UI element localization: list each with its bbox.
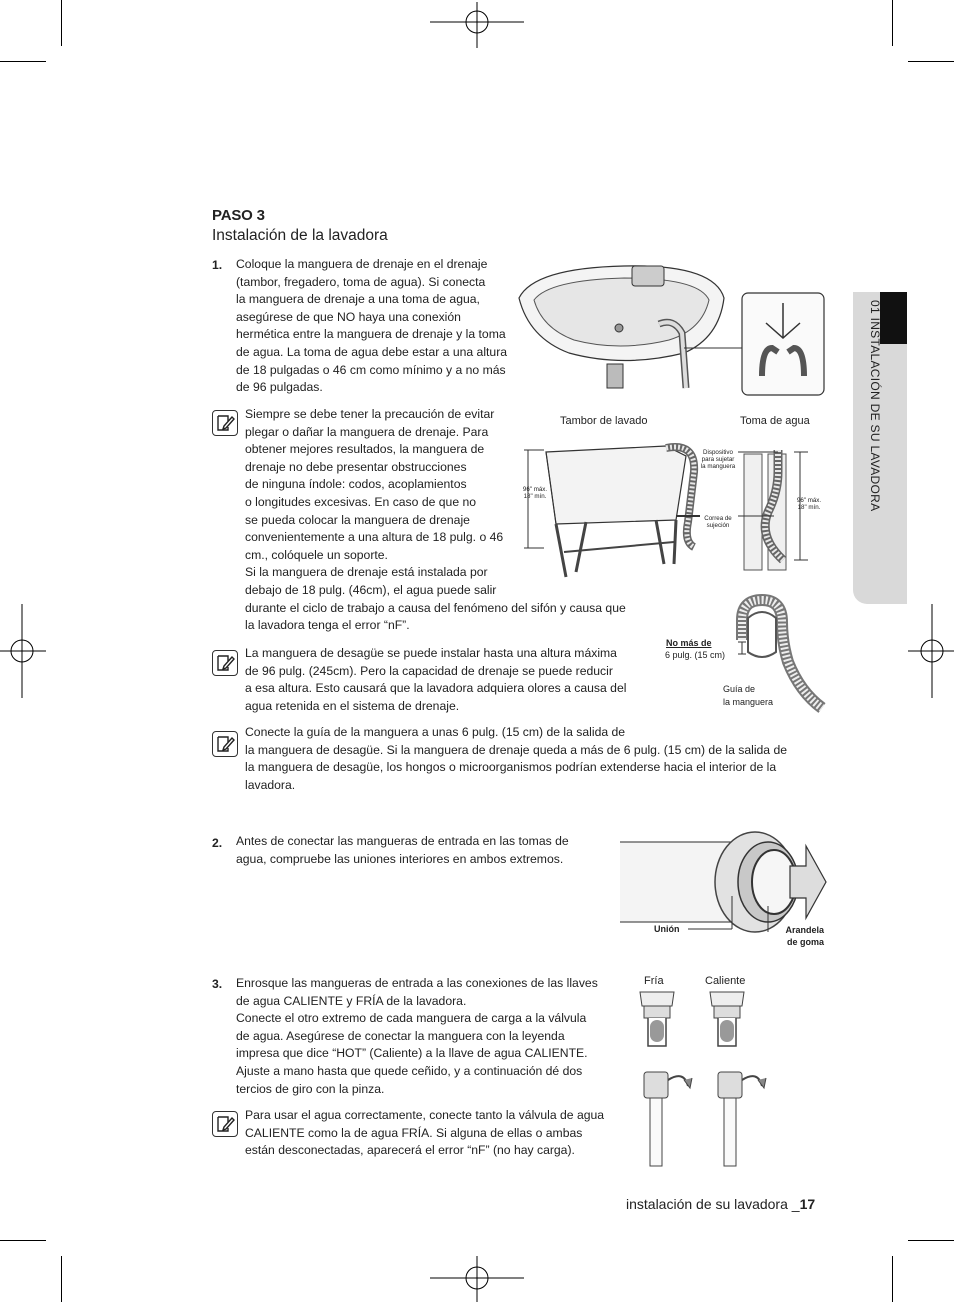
text-line: lavadora. <box>245 777 296 792</box>
text-line: plegar o dañar la manguera de drenaje. Para <box>245 424 489 439</box>
max-distance-label: No más de <box>666 638 712 648</box>
step1-text <box>236 256 526 397</box>
label-line: Guía de <box>723 684 756 694</box>
text-line: la manguera de desagüe, los hongos o microorganismos podrían extenderse hacia el interior de la <box>245 760 777 775</box>
note-icon <box>212 1111 238 1137</box>
section-title: Instalación de la lavadora <box>212 227 388 244</box>
label-line: Arandela <box>785 925 824 935</box>
text-line: Conecte la guía de la manguera a unas 6 pulg. (15 cm) de la salida de <box>245 725 626 739</box>
height-min: 18" mín. <box>797 504 821 511</box>
label-line: sujeción <box>706 522 730 529</box>
text-line: de 96 pulg. (245cm). Pero la capacidad de drenaje se puede reducir <box>245 663 613 678</box>
note-icon <box>212 650 238 676</box>
step3-number: 3. <box>212 977 223 991</box>
text-line: asegúrese de que NO haya una conexión <box>236 309 461 324</box>
page-number: 17 <box>799 1196 816 1212</box>
page-footer <box>626 1196 815 1212</box>
label-line: la manguera <box>700 463 736 470</box>
text-line: están desconectadas, aparecerá el error “nF” (no hay carga). <box>245 1143 575 1158</box>
text-line: de agua. La toma de agua debe estar a una altura <box>236 344 508 359</box>
registration-mark-right <box>908 604 954 698</box>
text-line: de 18 pulgadas o 46 cm como mínimo y a no más <box>236 362 506 377</box>
label-line: Dispositivo <box>703 449 733 456</box>
text-line: cm., colóquele un soporte. <box>245 547 388 562</box>
step2-number: 2. <box>212 836 223 850</box>
note2-text <box>245 645 655 715</box>
text-line: Coloque la manguera de drenaje en el drenaje <box>236 257 488 271</box>
chapter-tab-label: 01 INSTALACIÓN DE SU LAVADORA <box>868 300 882 512</box>
step3-text <box>236 975 636 1098</box>
strap-label <box>698 515 738 529</box>
step2-text <box>236 833 616 868</box>
text-line: de agua. Asegúrese de conectar la manguera con la leyenda <box>236 1028 565 1043</box>
note3-text <box>245 724 825 794</box>
text-line: Ajuste a mano hasta que quede ceñido, y a continuación dé dos <box>236 1063 583 1078</box>
hose-guide-label <box>723 683 773 709</box>
height-min: 18" mín. <box>523 493 547 500</box>
text-line: se pueda colocar la manguera de drenaje <box>245 512 470 527</box>
note-icon <box>212 410 238 436</box>
cold-label: Fría <box>644 975 664 987</box>
footer-text: instalación de su lavadora _ <box>626 1196 800 1212</box>
holder-label <box>698 449 738 470</box>
text-line: o longitudes excesivas. En caso de que no <box>245 494 477 509</box>
step1-number: 1. <box>212 258 223 272</box>
registration-mark-left <box>0 604 46 698</box>
text-line: tercios de giro con la pinza. <box>236 1081 385 1096</box>
union-label: Unión <box>654 924 680 934</box>
label-line: Correa de <box>704 515 732 522</box>
text-line: de ninguna índole: codos, acoplamientos <box>245 477 467 492</box>
text-line: obtener mejores resultados, la manguera de <box>245 442 485 457</box>
registration-mark-bottom <box>430 1256 524 1302</box>
text-line: Siempre se debe tener la precaución de evitar <box>245 407 495 421</box>
text-line: agua, compruebe las uniones interiores en ambos extremos. <box>236 851 564 866</box>
text-line: durante el ciclo de trabajo a causa del fenómeno del sifón y causa que <box>245 600 626 615</box>
text-line: impresa que dice “HOT” (Caliente) a la llave de agua CALIENTE. <box>236 1046 588 1061</box>
rubber-washer-label <box>780 924 824 948</box>
text-line: Para usar el agua correctamente, conecte tanto la válvula de agua <box>245 1108 605 1122</box>
text-line: hermética entre la manguera de drenaje y la toma <box>236 327 506 342</box>
text-line: convenientemente a una altura de 18 pulg. o 46 <box>245 530 504 545</box>
valves-illustration <box>632 990 770 1170</box>
text-line: debajo de 18 pulg. (46cm), el agua puede salir <box>245 582 497 597</box>
text-line: de agua CALIENTE y FRÍA de la lavadora. <box>236 993 467 1008</box>
text-line: de 96 pulgadas. <box>236 380 323 395</box>
registration-mark-top <box>430 2 524 48</box>
tub-label: Tambor de lavado <box>560 415 648 427</box>
chapter-tab-marker <box>880 292 907 344</box>
text-line: la manguera de drenaje a una toma de agua, <box>236 292 480 307</box>
height-max: 96" máx. <box>796 497 822 504</box>
tub-height-label <box>520 486 550 500</box>
text-line: CALIENTE como la de agua FRÍA. Si alguna de ellas o ambas <box>245 1125 583 1140</box>
text-line: agua retenida en el sistema de drenaje. <box>245 698 460 713</box>
text-line: la lavadora tenga el error “nF”. <box>245 618 410 633</box>
label-line: de goma <box>786 937 824 947</box>
height-max: 96" máx. <box>522 486 548 493</box>
text-line: La manguera de desagüe se puede instalar hasta una altura máxima <box>245 646 617 660</box>
step-heading: PASO 3 <box>212 207 265 224</box>
text-line: Si la manguera de drenaje está instalada por <box>245 565 488 580</box>
note4-text <box>245 1107 635 1160</box>
label-line: para sujetar <box>701 456 735 463</box>
tub-illustration <box>516 432 706 582</box>
text-line: la manguera de desagüe. Si la manguera de drenaje queda a más de 6 pulg. (15 cm) de la salida de <box>245 742 788 757</box>
text-line: (tambor, fregadero, toma de agua). Si conecta <box>236 274 486 289</box>
hot-label: Caliente <box>705 975 746 987</box>
sink-illustration <box>514 258 830 398</box>
hose-union-illustration <box>620 826 828 934</box>
outlet-height-label <box>794 497 824 511</box>
text-line: drenaje no debe presentar obstrucciones <box>245 459 467 474</box>
label-line: la manguera <box>723 697 774 707</box>
text-line: Antes de conectar las mangueras de entrada en las tomas de <box>236 834 569 848</box>
distance-value: 6 pulg. (15 cm) <box>665 650 726 660</box>
outlet-label: Toma de agua <box>740 415 810 427</box>
text-line: a esa altura. Esto causará que la lavadora adquiera olores a causa del <box>245 681 627 696</box>
text-line: Enrosque las mangueras de entrada a las conexiones de las llaves <box>236 976 598 990</box>
note-icon <box>212 731 238 757</box>
text-line: Conecte el otro extremo de cada manguera de carga a la válvula <box>236 1011 587 1026</box>
